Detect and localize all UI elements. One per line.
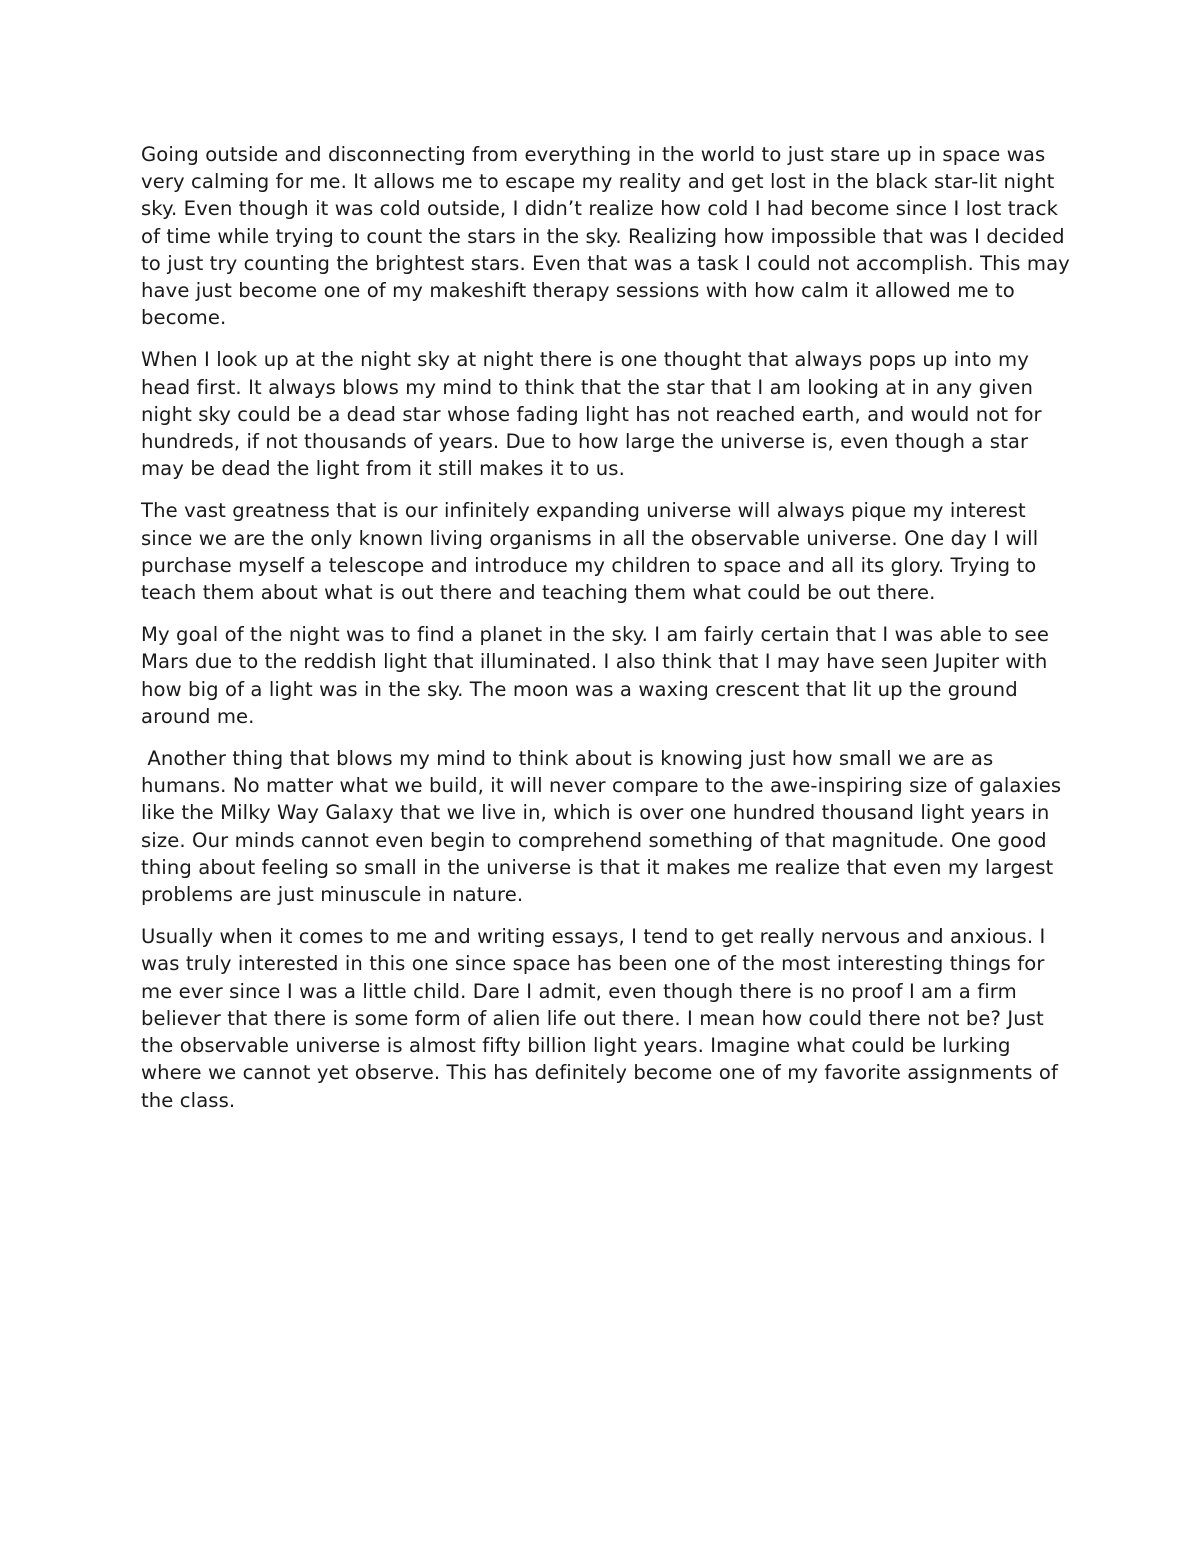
paragraph-2: When I look up at the night sky at night there is one thought that always pops up into my head first. It always blows my mind to think that the star that I am looking at in any given night sky could be a dead star whose fading light has not reached earth, and would not for hundreds, if not thousands of years. Due to how large the universe is, even though a star may be dead the light from it still makes it to us. bbox=[141, 348, 1049, 481]
paragraph-4: My goal of the night was to find a planet in the sky. I am fairly certain that I was able to see Mars due to the reddish light that illuminated. I also think that I may have seen Jupiter with how big of a light was in the sky. The moon was a waxing crescent that lit up the ground around me. bbox=[141, 623, 1056, 728]
document-body bbox=[141, 141, 1077, 1129]
paragraph-1: Going outside and disconnecting from everything in the world to just stare up in space was very calming for me. It allows me to escape my reality and get lost in the black star-lit night sky. Even though it was cold outside, I didn’t realize how cold I had become since I lost track of time while trying to count the stars in the sky. Realizing how impossible that was I decided to just try counting the brightest stars. Even that was a task I could not accomplish. This may have just become one of my makeshift therapy sessions with how calm it allowed me to become. bbox=[141, 143, 1077, 330]
paragraph-5: Another thing that blows my mind to think about is knowing just how small we are as humans. No matter what we build, it will never compare to the awe-inspiring size of galaxies like the Milky Way Galaxy that we live in, which is over one hundred thousand light years in size. Our minds cannot even begin to comprehend something of that magnitude. One good thing about feeling so small in the universe is that it makes me realize that even my largest problems are just minuscule in nature. bbox=[141, 747, 1068, 907]
paragraph-3: The vast greatness that is our infinitely expanding universe will always pique my interest since we are the only known living organisms in all the observable universe. One day I will purchase myself a telescope and introduce my children to space and all its glory. Trying to teach them about what is out there and teaching them what could be out there. bbox=[141, 499, 1045, 605]
paragraph-6: Usually when it comes to me and writing essays, I tend to get really nervous and anxious. I was truly interested in this one since space has been one of the most interesting things for me ever since I was a little child. Dare I admit, even though there is no proof I am a firm believer that there is some form of alien life out there. I mean how could there not be? Just the observable universe is almost fifty billion light years. Imagine what could be lurking where we cannot yet observe. This has definitely become one of my favorite assignments of the class. bbox=[141, 925, 1065, 1112]
